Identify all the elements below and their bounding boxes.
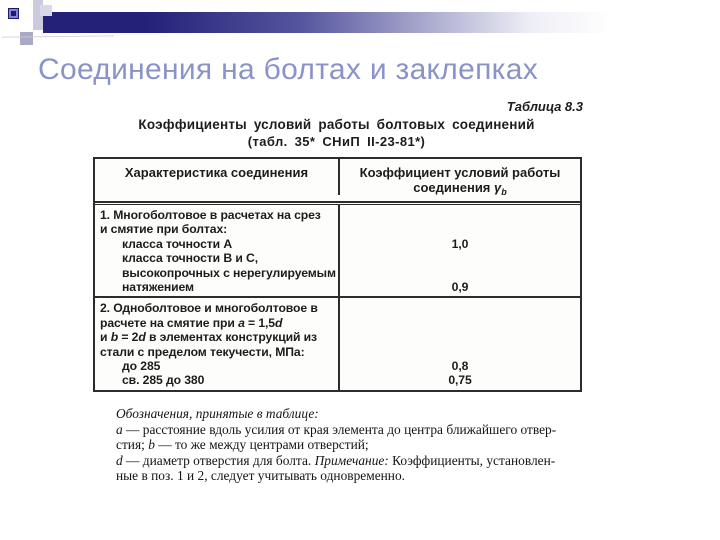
- text-line: а — расстояние вдоль усилия от края элемента до центра ближайшего отвер-: [116, 421, 557, 437]
- characteristic-line: класса точности А: [122, 236, 233, 251]
- coefficient-value: [340, 266, 580, 280]
- text-line: Коэффициент условий работы: [359, 165, 561, 180]
- characteristic-line: класса точности В и С,: [122, 251, 258, 266]
- characteristic-line: натяжением: [122, 279, 194, 294]
- table-body: [95, 205, 580, 390]
- characteristic-cell: [95, 298, 340, 389]
- coefficient-value: [340, 301, 580, 315]
- coefficient-value: [340, 316, 580, 330]
- text-line: ные в поз. 1 и 2, следует учитывать одновременно.: [116, 468, 406, 484]
- characteristic-line: и смятие при болтах:: [100, 222, 228, 237]
- characteristic-line: и b = 2d в элементах конструкций из: [100, 330, 318, 345]
- table-row: [95, 205, 580, 296]
- coefficient-value: [340, 251, 580, 265]
- text-line: d — диаметр отверстия для болта. Примечание: Коэффициенты, установлен-: [116, 452, 556, 468]
- characteristic-line: 1. Многоболтовое в расчетах на срез: [100, 208, 321, 222]
- table-number-label: Таблица 8.3: [506, 99, 583, 114]
- coefficient-cell: [340, 298, 580, 389]
- coefficient-value: [340, 345, 580, 359]
- characteristic-line: до 285: [122, 358, 161, 373]
- characteristic-line: стали с пределом текучести, МПа:: [100, 344, 305, 359]
- characteristic-line: расчете на смятие при а = 1,5d: [100, 315, 283, 330]
- decor-gradient-bar: [43, 12, 720, 33]
- table-header-row: [95, 159, 580, 203]
- coefficients-table: [93, 157, 582, 392]
- table-subtitle: (табл. 35* СНиП II-23-81*): [247, 134, 426, 149]
- coefficient-value: [340, 208, 580, 222]
- coefficient-value: 0,75: [448, 373, 472, 388]
- footnote: [116, 406, 586, 484]
- characteristic-cell: [95, 205, 340, 296]
- text-line: Обозначения, принятые в таблице:: [116, 406, 319, 421]
- text-line: соединения $\gamma_b$: [413, 180, 507, 197]
- coefficient-value: [340, 330, 580, 344]
- table-title: Коэффициенты условий работы болтовых соединений: [138, 117, 535, 132]
- coefficient-cell: [340, 205, 580, 296]
- decor-square-light: [40, 5, 52, 16]
- table-row: [95, 298, 580, 389]
- column-header-characteristic: Характеристика соединения: [95, 159, 340, 195]
- coefficient-value: [340, 222, 580, 236]
- decor-fade-line: [2, 35, 114, 37]
- page-title: Соединения на болтах и заклепках: [38, 53, 539, 86]
- characteristic-line: 2. Одноболтовое и многоболтовое в: [100, 301, 318, 316]
- text-line: стия; b — то же между центрами отверстий;: [116, 437, 369, 453]
- characteristic-line: св. 285 до 380: [122, 373, 205, 388]
- coefficient-value: 1,0: [451, 236, 469, 251]
- column-header-coefficient: [340, 159, 580, 201]
- coefficient-value: 0,8: [451, 358, 469, 373]
- characteristic-line: высокопрочных с нерегулируемым: [122, 265, 336, 280]
- decor-square-gray: [20, 32, 33, 45]
- scanned-figure: [88, 96, 585, 496]
- decor-square-navy-icon: [8, 8, 19, 19]
- coefficient-value: 0,9: [451, 279, 469, 294]
